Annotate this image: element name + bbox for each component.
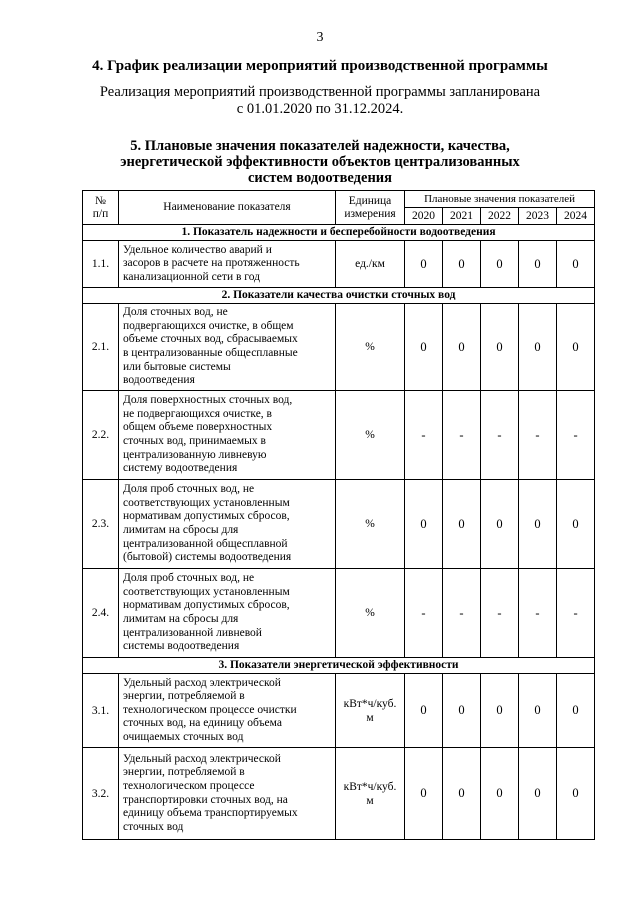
page-number: 3 <box>316 30 324 45</box>
indicator-name-line: лимитам на сбросы для <box>123 524 239 536</box>
row-number: 2.1. <box>83 304 119 391</box>
indicator-name <box>119 569 336 658</box>
indicator-name-line: централизованную ливневую <box>123 448 267 461</box>
row-number: 2.4. <box>83 569 119 658</box>
unit-line: кВт*ч/куб. <box>343 697 397 710</box>
row-number: 3.1. <box>83 674 119 748</box>
indicator-name <box>119 241 336 288</box>
table-row <box>83 674 595 748</box>
indicator-name-line: транспортировки сточных вод, на <box>123 793 288 806</box>
indicator-name-line: систему водоотведения <box>123 462 238 475</box>
indicator-name-line: Доля поверхностных сточных вод, <box>123 394 293 407</box>
year-value: 0 <box>443 480 481 569</box>
header-planned: Плановые значения показателей <box>405 191 595 208</box>
year-value: - <box>481 391 519 480</box>
header-unit-line: Единица <box>348 194 392 207</box>
indicators-body <box>83 225 595 840</box>
section-5-title-line: систем водоотведения <box>247 170 393 186</box>
indicator-name-line: централизованной ливневой <box>123 626 262 639</box>
year-value: - <box>557 569 595 658</box>
year-value: 0 <box>519 304 557 391</box>
year-value: 0 <box>519 674 557 748</box>
section-5-title-line: 5. Плановые значения показателей надежности, качества, <box>130 138 510 154</box>
header-unit <box>336 191 405 225</box>
indicator-name-line: нормативам допустимых сбросов, <box>123 599 290 612</box>
section-row <box>83 225 595 241</box>
year-value: - <box>443 391 481 480</box>
table-row <box>83 569 595 658</box>
unit <box>336 674 405 748</box>
header-unit-line: измерения <box>344 207 396 220</box>
section-5-title <box>0 138 640 186</box>
year-value: - <box>557 391 595 480</box>
section-4-text-line: Реализация мероприятий производственной программы запланирована <box>99 84 541 100</box>
year-value: - <box>405 569 443 658</box>
year-value: 0 <box>443 304 481 391</box>
year-value: 0 <box>557 748 595 840</box>
indicator-name-line: объеме сточных вод, сбрасываемых <box>123 333 298 346</box>
year-value: 0 <box>405 674 443 748</box>
section-4-text <box>0 84 640 118</box>
year-value: - <box>443 569 481 658</box>
year-value: 0 <box>481 748 519 840</box>
unit-line: м <box>366 711 374 724</box>
indicator-name-line: в централизованные общесплавные <box>123 347 298 359</box>
year-value: - <box>405 391 443 480</box>
indicator-name-line: общем объеме поверхностных <box>123 421 273 434</box>
row-number: 3.2. <box>83 748 119 840</box>
indicator-name-line: Доля проб сточных вод, не <box>123 483 255 496</box>
header-year: 2021 <box>443 208 481 225</box>
year-value: 0 <box>443 748 481 840</box>
indicator-name-line: Удельный расход электрической <box>123 752 281 765</box>
row-number: 2.2. <box>83 391 119 480</box>
indicator-name-line: соответствующих установленным <box>123 585 290 598</box>
indicator-name-line: энергии, потребляемой в <box>123 690 245 703</box>
indicator-name <box>119 674 336 748</box>
indicator-name-line: Удельный расход электрической <box>123 676 281 689</box>
year-value: 0 <box>557 304 595 391</box>
indicator-name-line: лимитам на сбросы для <box>123 613 239 625</box>
year-value: 0 <box>519 748 557 840</box>
indicator-name-line: (бытовой) системы водоотведения <box>123 551 292 564</box>
year-value: 0 <box>481 674 519 748</box>
unit-line: % <box>365 429 375 441</box>
indicators-table <box>82 190 595 840</box>
row-number: 2.3. <box>83 480 119 569</box>
indicator-name-line: технологическом процессе очистки <box>123 703 297 716</box>
year-value: 0 <box>519 480 557 569</box>
year-value: 0 <box>405 748 443 840</box>
section-row <box>83 288 595 304</box>
year-value: 0 <box>519 241 557 288</box>
indicator-name-line: единицу объема транспортируемых <box>123 807 298 820</box>
year-value: 0 <box>557 480 595 569</box>
indicator-name-line: водоотведения <box>123 374 195 387</box>
indicator-name-line: или бытовые системы <box>123 360 231 373</box>
indicator-name-line: соответствующих установленным <box>123 496 290 509</box>
unit <box>336 241 405 288</box>
indicator-name-line: канализационной сети в год <box>123 270 260 283</box>
indicator-name-line: подвергающихся очистке, в общем <box>123 319 294 332</box>
section-5-title-line: энергетической эффективности объектов централизованных <box>120 154 520 170</box>
table-row <box>83 391 595 480</box>
year-value: 0 <box>557 674 595 748</box>
table-row <box>83 480 595 569</box>
indicator-name-line: централизованной общесплавной <box>123 537 288 550</box>
section-row <box>83 658 595 674</box>
indicator-name-line: сточных вод, принимаемых в <box>123 435 266 447</box>
unit-line: кВт*ч/куб. <box>343 780 397 793</box>
unit <box>336 480 405 569</box>
row-number: 1.1. <box>83 241 119 288</box>
header-num-line: № <box>95 194 106 207</box>
header-year: 2022 <box>481 208 519 225</box>
indicator-name-line: технологическом процессе <box>123 779 255 792</box>
section-title: 2. Показатели качества очистки сточных вод <box>83 288 595 304</box>
unit-line: ед./км <box>355 258 385 270</box>
indicator-name-line: системы водоотведения <box>123 640 240 653</box>
year-value: - <box>481 569 519 658</box>
header-year: 2023 <box>519 208 557 225</box>
unit <box>336 569 405 658</box>
header-num-line: п/п <box>92 207 109 220</box>
unit-line: % <box>365 607 375 619</box>
year-value: - <box>519 569 557 658</box>
indicator-name-line: не подвергающихся очистке, в <box>123 407 272 420</box>
indicator-name <box>119 304 336 391</box>
indicator-name-line: Доля проб сточных вод, не <box>123 572 255 585</box>
section-title: 1. Показатель надежности и бесперебойности водоотведения <box>83 225 595 241</box>
header-year: 2020 <box>405 208 443 225</box>
section-title: 3. Показатели энергетической эффективности <box>83 658 595 674</box>
year-value: 0 <box>405 304 443 391</box>
indicator-name <box>119 480 336 569</box>
header-num <box>83 191 119 225</box>
year-value: 0 <box>481 480 519 569</box>
year-value: 0 <box>481 304 519 391</box>
indicator-name-line: Удельное количество аварий и <box>123 243 272 256</box>
indicator-name-line: Доля сточных вод, не <box>123 306 228 319</box>
year-value: 0 <box>405 480 443 569</box>
indicator-name-line: энергии, потребляемой в <box>123 766 245 779</box>
unit-line: м <box>366 794 374 807</box>
indicator-name <box>119 748 336 840</box>
unit <box>336 391 405 480</box>
indicator-name-line: нормативам допустимых сбросов, <box>123 510 290 523</box>
unit-line: % <box>365 341 375 353</box>
header-name: Наименование показателя <box>119 191 336 225</box>
table-row <box>83 748 595 840</box>
indicator-name-line: сточных вод <box>123 820 184 833</box>
unit-line: % <box>365 518 375 530</box>
year-value: 0 <box>443 674 481 748</box>
header-year: 2024 <box>557 208 595 225</box>
indicator-name-line: сточных вод, на единицу объема <box>123 717 282 730</box>
indicator-name-line: засоров в расчете на протяженность <box>123 257 300 270</box>
unit <box>336 304 405 391</box>
table-row <box>83 241 595 288</box>
indicator-name <box>119 391 336 480</box>
unit <box>336 748 405 840</box>
year-value: 0 <box>443 241 481 288</box>
year-value: 0 <box>557 241 595 288</box>
section-4-title: 4. График реализации мероприятий производственной программы <box>92 58 548 74</box>
year-value: 0 <box>481 241 519 288</box>
year-value: 0 <box>405 241 443 288</box>
table-row <box>83 304 595 391</box>
indicator-name-line: очищаемых сточных вод <box>123 730 244 743</box>
year-value: - <box>519 391 557 480</box>
section-4-text-line: с 01.01.2020 по 31.12.2024. <box>236 101 404 117</box>
